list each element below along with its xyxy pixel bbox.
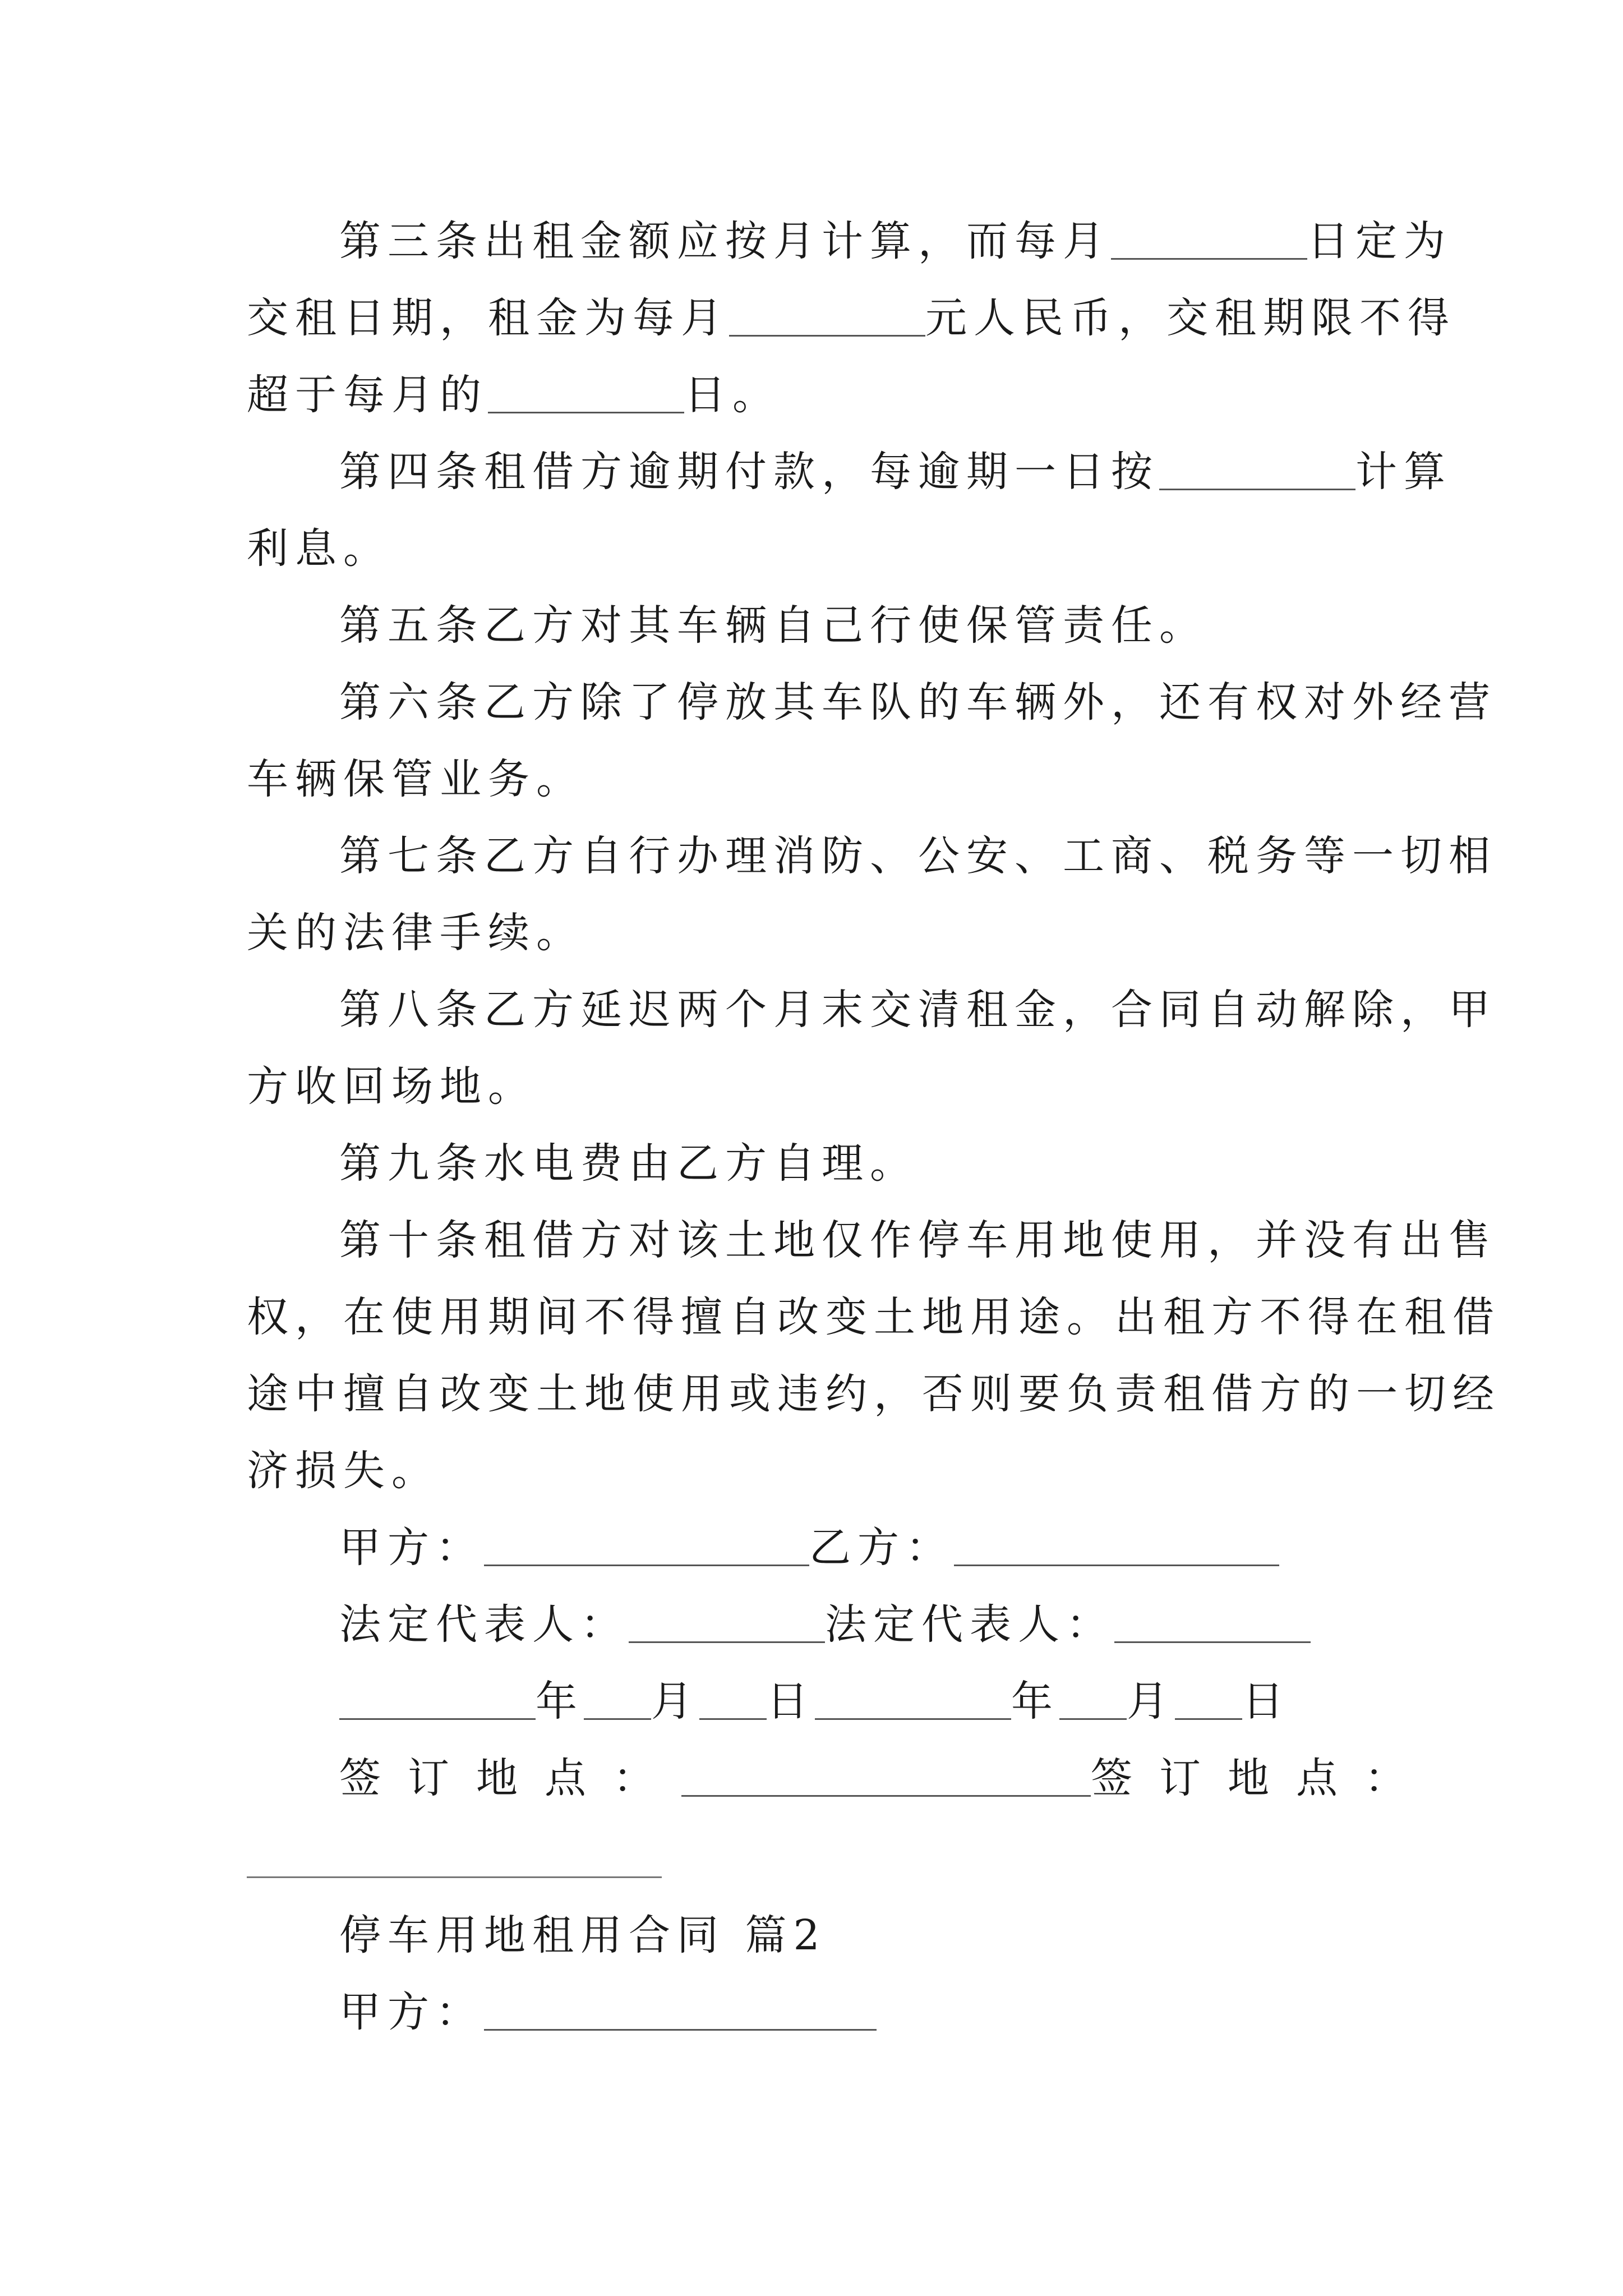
clause-text: 第四条租借方逾期付款，每逾期一日按 (339, 448, 1159, 496)
blank-field[interactable] (1111, 224, 1307, 260)
clause-4-line-2: 利息。 (247, 524, 391, 573)
clause-text: 日。 (684, 371, 781, 419)
section-2-title: 停车用地租用合同 篇2 (339, 1911, 827, 1959)
place-a-label: 签订地点： (339, 1754, 681, 1802)
clause-9: 第九条水电费由乙方自理。 (339, 1139, 918, 1188)
rep-b-field[interactable] (1114, 1608, 1311, 1643)
clause-10-line-2: 权，在使用期间不得擅自改变土地用途。出租方不得在租借 (247, 1293, 1501, 1341)
clause-10-line-4: 济损失。 (247, 1447, 440, 1495)
place-b-label: 签订地点： (1091, 1754, 1433, 1802)
party-a-label: 甲方： (339, 1524, 484, 1572)
clause-text: 日定为 (1307, 217, 1452, 265)
clause-8-line-1: 第八条乙方延迟两个月末交清租金，合同自动解除，甲 (339, 986, 1497, 1034)
clause-text: 计算 (1355, 448, 1452, 496)
clause-6-line-1: 第六条乙方除了停放其车队的车辆外，还有权对外经营 (339, 678, 1497, 726)
month-b-label: 月 (1127, 1677, 1175, 1726)
blank-field[interactable] (1159, 455, 1355, 490)
clause-7-line-1: 第七条乙方自行办理消防、公安、工商、税务等一切相 (339, 832, 1497, 880)
party-line (339, 1520, 1279, 1576)
party-b-field[interactable] (954, 1531, 1279, 1566)
party-a-field[interactable] (484, 1531, 809, 1566)
clause-10-line-1: 第十条租借方对该土地仅作停车用地使用，并没有出售 (339, 1216, 1497, 1264)
year-b-field[interactable] (815, 1685, 1011, 1720)
place-a-field[interactable] (681, 1761, 1091, 1797)
clause-3-line-3 (247, 367, 781, 423)
clause-text: 超于每月的 (247, 371, 488, 419)
party-b-label: 乙方： (809, 1524, 954, 1572)
clause-5: 第五条乙方对其车辆自己行使保管责任。 (339, 601, 1207, 650)
signing-place-line (339, 1750, 1433, 1806)
day-b-label: 日 (1242, 1677, 1290, 1726)
clause-text: 第三条出租金额应按月计算，而每月 (339, 217, 1111, 265)
clause-3-line-1 (339, 213, 1452, 269)
section-2-party-a-label: 甲方： (339, 1988, 484, 2036)
rep-b-label: 法定代表人： (825, 1600, 1114, 1649)
clause-6-line-2: 车辆保管业务。 (247, 755, 584, 803)
blank-field[interactable] (729, 301, 925, 337)
month-b-field[interactable] (1059, 1685, 1127, 1720)
blank-field[interactable] (488, 378, 684, 413)
clause-10-line-3: 途中擅自改变土地使用或违约，否则要负责租借方的一切经 (247, 1370, 1501, 1418)
section-2-party-a-field[interactable] (484, 1995, 877, 2031)
clause-4-line-1 (339, 444, 1452, 500)
day-b-field[interactable] (1175, 1685, 1242, 1720)
section-2-party-a-line (339, 1984, 877, 2040)
year-b-label: 年 (1011, 1677, 1059, 1726)
month-a-field[interactable] (584, 1685, 651, 1720)
place-b-field[interactable] (247, 1876, 662, 1878)
day-a-label: 日 (767, 1677, 815, 1726)
clause-7-line-2: 关的法律手续。 (247, 909, 584, 957)
clause-text: 元人民币，交租期限不得 (925, 294, 1456, 342)
month-a-label: 月 (651, 1677, 699, 1726)
clause-text: 交租日期，租金为每月 (247, 294, 729, 342)
representative-line (339, 1596, 1311, 1653)
rep-a-field[interactable] (629, 1608, 825, 1643)
clause-8-line-2: 方收回场地。 (247, 1062, 536, 1111)
year-a-field[interactable] (339, 1685, 536, 1720)
date-line (339, 1673, 1290, 1729)
rep-a-label: 法定代表人： (339, 1600, 629, 1649)
day-a-field[interactable] (699, 1685, 767, 1720)
year-a-label: 年 (536, 1677, 584, 1726)
clause-3-line-2 (247, 290, 1456, 346)
